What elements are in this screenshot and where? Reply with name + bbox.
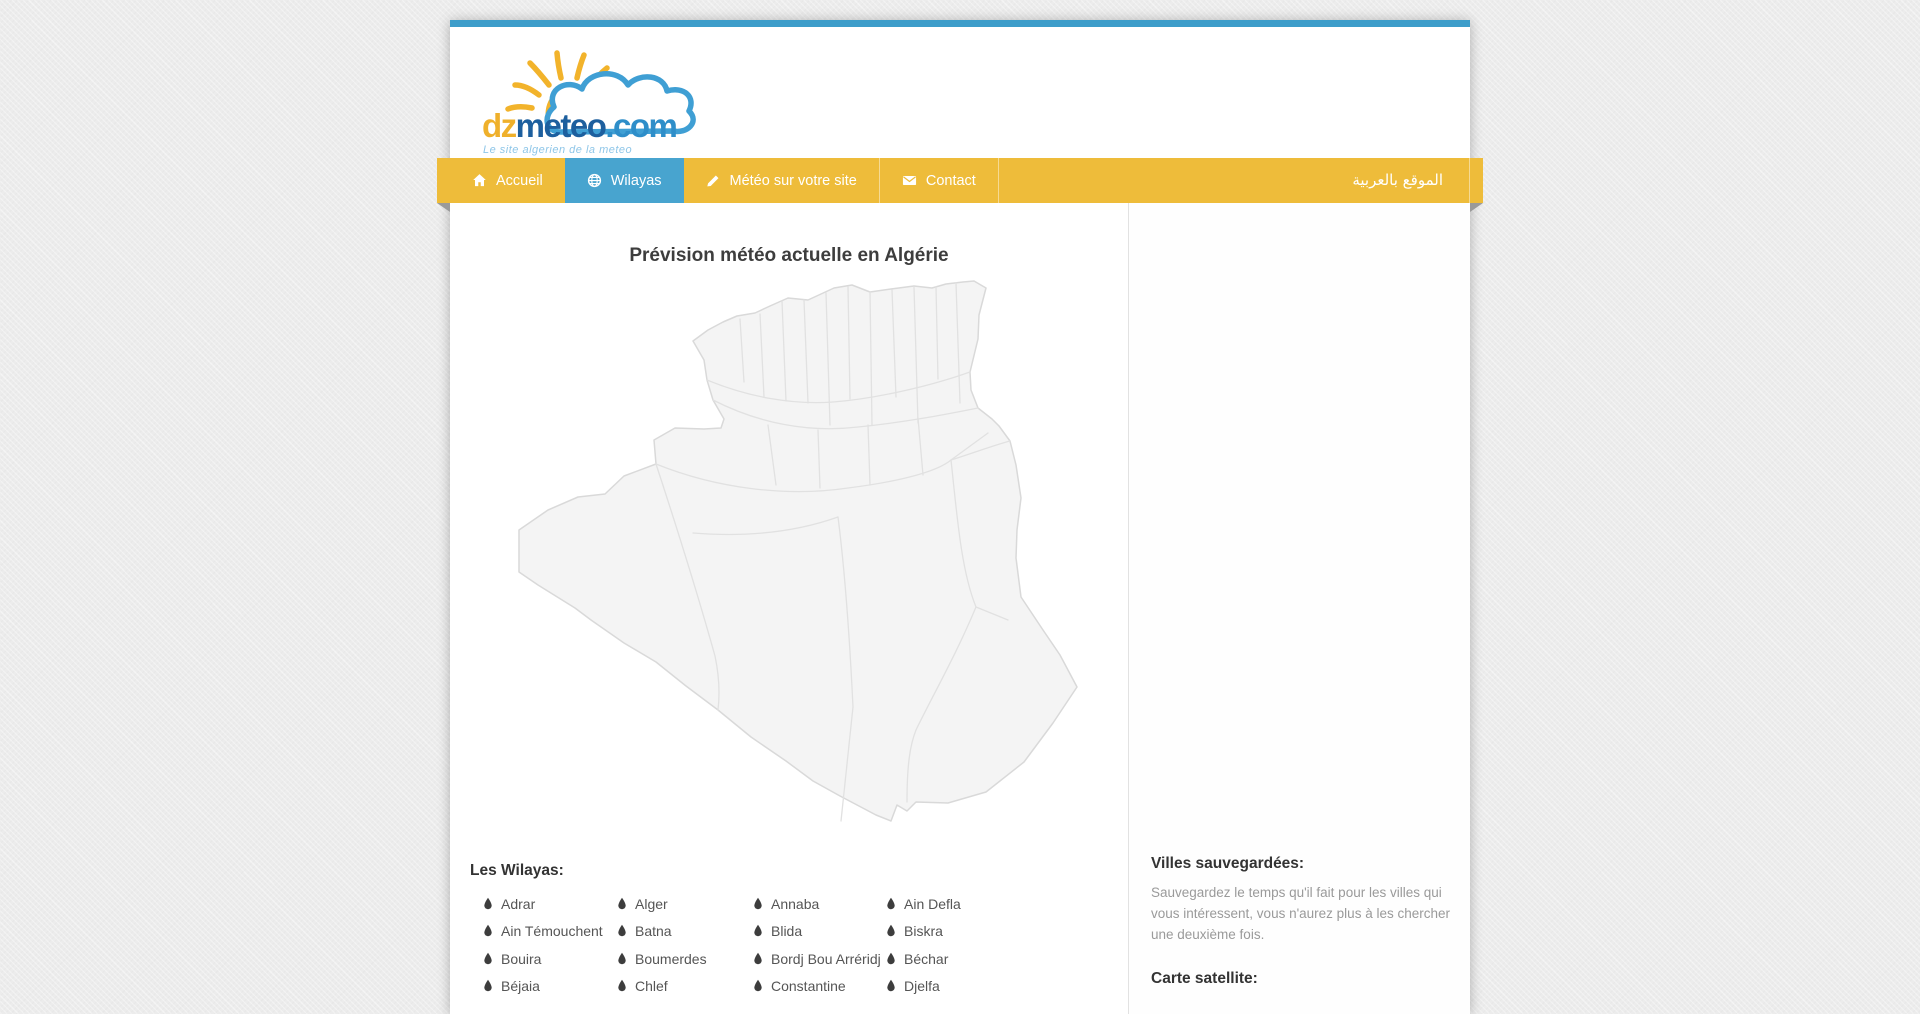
wilaya-item[interactable]	[470, 890, 604, 918]
nav-link[interactable]	[879, 158, 999, 203]
main-column	[450, 203, 1128, 1014]
envelope-icon	[902, 173, 917, 188]
wilaya-item-label: Béjaia	[501, 978, 540, 995]
drop-icon	[617, 952, 627, 966]
algeria-outline[interactable]	[519, 281, 1077, 821]
wilaya-item[interactable]	[604, 945, 740, 973]
nav-item-label: Wilayas	[610, 172, 662, 189]
wilaya-item[interactable]	[604, 890, 740, 918]
wilaya-item[interactable]	[604, 973, 740, 1001]
wilaya-item-label: Bouira	[501, 950, 542, 967]
wilaya-list	[470, 890, 1128, 1000]
saved-cities-heading: Villes sauvegardées:	[1151, 855, 1305, 872]
wilaya-item[interactable]	[740, 973, 873, 1001]
wilaya-column	[604, 890, 740, 1000]
wilaya-item-label: Bordj Bou Arréridj	[771, 950, 881, 967]
arabic-site-link[interactable]: الموقع بالعربية	[1326, 158, 1470, 203]
algeria-map-container	[508, 275, 1083, 830]
wilaya-item[interactable]	[873, 890, 1033, 918]
drop-icon	[483, 897, 493, 911]
logo-dz: dz	[482, 107, 516, 144]
drop-icon	[886, 979, 896, 993]
site-header	[450, 27, 1470, 158]
nav-link[interactable]	[565, 158, 684, 203]
wilaya-item-label: Ain Defla	[904, 895, 961, 912]
drop-icon	[753, 897, 763, 911]
nav-item-m-t-o-sur-votre-site[interactable]	[684, 158, 879, 203]
wilaya-item[interactable]	[873, 918, 1033, 946]
ribbon-fold-right	[1470, 203, 1483, 212]
top-accent-bar	[450, 20, 1470, 27]
logo-meteo: meteo	[515, 107, 606, 144]
wilaya-item-label: Alger	[635, 895, 668, 912]
wilaya-item-label: Chlef	[635, 978, 668, 995]
wilaya-item[interactable]	[873, 945, 1033, 973]
drop-icon	[886, 952, 896, 966]
wilaya-item-label: Ain Témouchent	[501, 923, 603, 940]
nav-item-label: Contact	[925, 172, 976, 189]
wilaya-item-label: Adrar	[501, 895, 536, 912]
logo[interactable]	[480, 31, 730, 155]
nav-link[interactable]	[684, 158, 879, 203]
algeria-map[interactable]	[508, 275, 1083, 830]
wilaya-column	[740, 890, 881, 1000]
main-nav	[437, 158, 1483, 203]
wilaya-item[interactable]	[740, 890, 873, 918]
drop-icon	[483, 952, 493, 966]
drop-icon	[483, 979, 493, 993]
wilaya-item[interactable]	[470, 945, 604, 973]
pencil-icon	[706, 173, 721, 188]
nav-link[interactable]	[450, 158, 565, 203]
nav-item-wilayas[interactable]	[565, 158, 684, 203]
logo-wordmark	[482, 109, 676, 142]
wilaya-item[interactable]	[740, 945, 881, 973]
nav-item-label: Météo sur votre site	[729, 172, 857, 189]
wilaya-column	[470, 890, 604, 1000]
wilaya-item-label: Blida	[771, 923, 803, 940]
drop-icon	[617, 924, 627, 938]
nav-item-accueil[interactable]	[450, 158, 565, 203]
drop-icon	[617, 979, 627, 993]
page-title: Prévision météo actuelle en Algérie	[629, 245, 949, 266]
content-area	[450, 203, 1470, 1014]
drop-icon	[886, 924, 896, 938]
wilaya-item-label: Djelfa	[904, 978, 940, 995]
drop-icon	[753, 952, 763, 966]
wilaya-item-label: Béchar	[904, 950, 949, 967]
logo-com: .com	[605, 107, 677, 144]
satellite-map-heading: Carte satellite:	[1151, 969, 1258, 987]
wilaya-item-label: Constantine	[771, 978, 846, 995]
wilaya-item-label: Annaba	[771, 895, 820, 912]
saved-cities-text: Sauvegardez le temps qu'il fait pour les villes qui vous intéressent, vous n'aurez plus à les chercher une deuxième fois.	[1151, 885, 1450, 942]
nav-item-contact[interactable]	[879, 158, 999, 203]
drop-icon	[483, 924, 493, 938]
nav-item-label: Accueil	[496, 172, 543, 189]
site-container	[450, 20, 1470, 1014]
ad-space	[1151, 203, 1452, 855]
home-icon	[472, 173, 487, 188]
sidebar	[1128, 203, 1470, 1014]
logo-tagline: Le site algerien de la meteo	[483, 144, 633, 156]
wilaya-item[interactable]	[873, 973, 1033, 1001]
wilaya-item-label: Boumerdes	[635, 950, 707, 967]
wilaya-item[interactable]	[470, 918, 604, 946]
wilaya-column	[873, 890, 1033, 1000]
globe-icon	[587, 173, 602, 188]
drop-icon	[886, 897, 896, 911]
wilaya-item[interactable]	[604, 918, 740, 946]
drop-icon	[617, 897, 627, 911]
wilaya-item-label: Batna	[635, 923, 672, 940]
drop-icon	[753, 924, 763, 938]
wilayas-heading: Les Wilayas:	[470, 862, 564, 879]
wilaya-item[interactable]	[740, 918, 873, 946]
wilaya-item[interactable]	[470, 973, 604, 1001]
drop-icon	[753, 979, 763, 993]
ribbon-fold-left	[437, 203, 450, 212]
wilaya-item-label: Biskra	[904, 923, 943, 940]
